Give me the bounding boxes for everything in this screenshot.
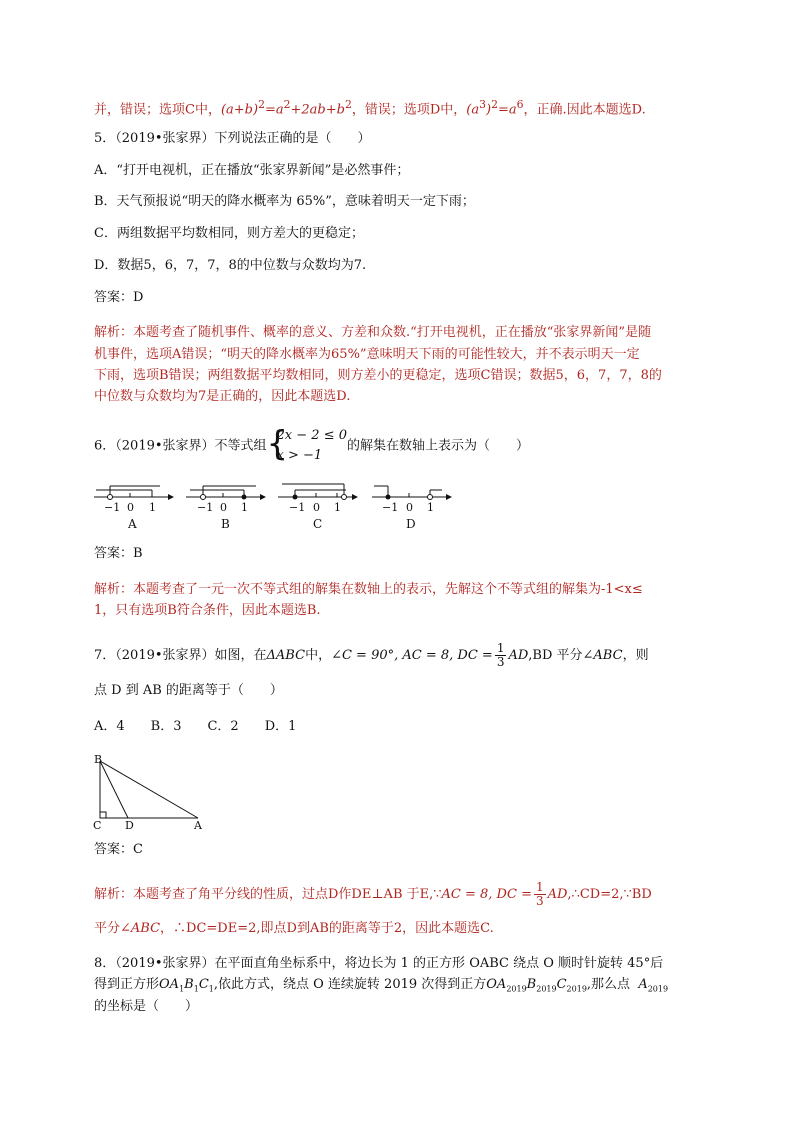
q5-option-d: D．数据5，6，7，7，8的中位数与众数均为7. [94,258,367,273]
vertex-b: B [94,754,103,766]
subscript: 2019 [647,984,669,994]
q7-stem-line-1 [94,642,649,670]
option-label-c: C [313,517,323,531]
text: ,BD 平分 [528,648,583,663]
text: ,那么点 [586,977,631,992]
math: , DC = [488,887,532,902]
tick-label: 0 [313,501,320,514]
subscript: 1 [208,984,214,994]
math: OA [159,977,180,992]
q5-answer: 答案：D [94,290,144,305]
tick-label: 1 [149,501,156,514]
q7-choices: A．4 B．3 C．2 D．1 [94,719,297,734]
q7-stem-line-2: 点 D 到 AB 的距离等于（ ） [94,683,283,698]
text: 7．（2019•张家界）如图，在 [94,648,267,663]
tick-label: −1 [197,501,214,514]
math: OA [486,977,507,992]
tick-label: 0 [406,501,413,514]
math: (a+b) [220,102,259,118]
exp: 3 [479,98,486,111]
text: 解析：本题考查了角平分线的性质，过点D作DE⊥AB 于E,∵ [94,887,442,902]
math: (a [466,102,480,118]
denominator: 3 [535,894,544,908]
q5-option-c: C．两组数据平均数相同，则方差大的更稳定； [94,226,364,241]
math: B [184,977,194,992]
exp: 2 [491,98,498,111]
math: B [526,977,537,992]
q6-analysis-2: 1，只有选项B符合条件，因此本题选B. [94,603,321,618]
fraction [534,881,546,908]
inequality-2: x > −1 [276,448,323,463]
exp: 2 [258,98,265,111]
q8-line-2 [94,977,668,998]
q5-option-a: A．“打开电视机，正在播放“张家界新闻”是必然事件； [94,163,410,178]
q6-answer: 答案：B [94,546,143,561]
q7-analysis-1 [94,881,652,909]
vertex-d: D [125,819,134,830]
vertex-a: A [194,819,202,830]
math: =a [497,102,517,118]
math: AD [547,887,568,902]
subscript: 2019 [566,984,587,994]
inequality-system [267,426,347,466]
vertex-c: C [93,819,102,830]
text: 并，错误；选项C中， [94,102,221,118]
tick-label: −1 [289,501,306,514]
text: 中， [305,648,332,663]
q5-analysis-3: 下雨，选项B错误；两组数据平均数相同，则方差小的更稳定，选项C错误；数据5，6，7，7，8的 [94,368,662,383]
subscript: 1 [179,984,185,994]
text: ，正确.因此本题选D. [523,102,646,118]
q8-line-1: 8．（2019•张家界）在平面直角坐标系中，将边长为 1 的正方形 OABC 绕点 O 顺时针旋转 45°后 [94,956,664,971]
q5-analysis-1: 解析：本题考查了随机事件、概率的意义、方差和众数.“打开电视机，正在播放“张家界新闻”是随 [94,325,652,340]
tick-label: 1 [427,501,434,514]
exp: 6 [516,98,524,111]
q5-analysis-2: 机事件，选项A错误；“明天的降水概率为65%”意味明天下雨的可能性较大，并不表示明天一定 [94,347,640,362]
q5-option-b: B．天气预报说“明天的降水概率为 65%”，意味着明天一定下雨； [94,194,475,209]
q8-line-3: 的坐标是（ ） [94,999,199,1014]
numberline-d [372,486,452,500]
tick-label: −1 [382,501,399,514]
q5-analysis-4: 中位数与众数均为7是正确的，因此本题选D. [94,389,351,404]
math: AC = 8 [441,887,489,902]
tick-label: 1 [334,501,341,514]
q4-analysis-tail [94,97,646,118]
math: C [198,977,209,992]
tick-label: 0 [127,501,134,514]
math: C [556,977,567,992]
math: ΔABC [266,648,306,663]
math: , DC = [449,648,493,663]
option-label-a: A [128,517,137,531]
tick-label: −1 [104,501,121,514]
text: ，∴DC=DE=2,即点D到AB的距离等于2，因此本题选C. [160,921,494,936]
q7-answer: 答案：C [94,842,143,857]
q6-analysis-1: 解析：本题考查了一元一次不等式组的解集在数轴上的表示，先解这个不等式组的解集为-1<x≤ [94,582,643,597]
q5-stem: 5．（2019•张家界）下列说法正确的是（ ） [94,131,371,146]
text: ，错误；选项D中， [351,102,467,118]
text: 平分 [94,921,121,936]
math: A [638,977,648,992]
q6-number-lines [90,478,460,534]
math: ∠ABC [582,648,623,663]
numberline-c [278,484,358,500]
subscript: 2019 [536,984,557,994]
exp: 2 [283,98,291,111]
text: ,∴CD=2,∵BD [567,887,652,902]
numberline-b [186,486,266,500]
text: 的解集在数轴上表示为（ ） [347,438,530,454]
inequality-1: 2x − 2 ≤ 0 [276,428,347,443]
numberline-a [94,486,174,500]
math: ∠C = 90°, AC = 8 [331,648,450,663]
q6-stem [94,426,529,467]
subscript: 2019 [506,984,527,994]
brace-icon: { [266,424,289,464]
q7-analysis-2 [94,921,494,937]
text: 得到正方形 [94,977,160,992]
subscript: 1 [193,984,199,994]
fraction [495,642,507,669]
exp: 2 [344,98,352,111]
math: AD [508,648,529,663]
text: ,依此方式，绕点 O 连续旋转 2019 次得到正方 [213,977,487,992]
q7-triangle-figure [90,754,210,830]
option-label-d: D [406,517,416,531]
tick-label: 0 [220,501,227,514]
numerator: 1 [535,880,544,894]
text: 6．（2019•张家界）不等式组 [94,438,267,454]
numerator: 1 [496,641,505,655]
math: ) [486,102,492,118]
text: ，则 [622,648,649,663]
option-label-b: B [221,517,230,531]
tick-label: 1 [241,501,248,514]
denominator: 3 [496,655,505,669]
math: +2ab+b [290,102,345,118]
math: =a [264,102,284,118]
math: ∠ABC [120,921,161,936]
